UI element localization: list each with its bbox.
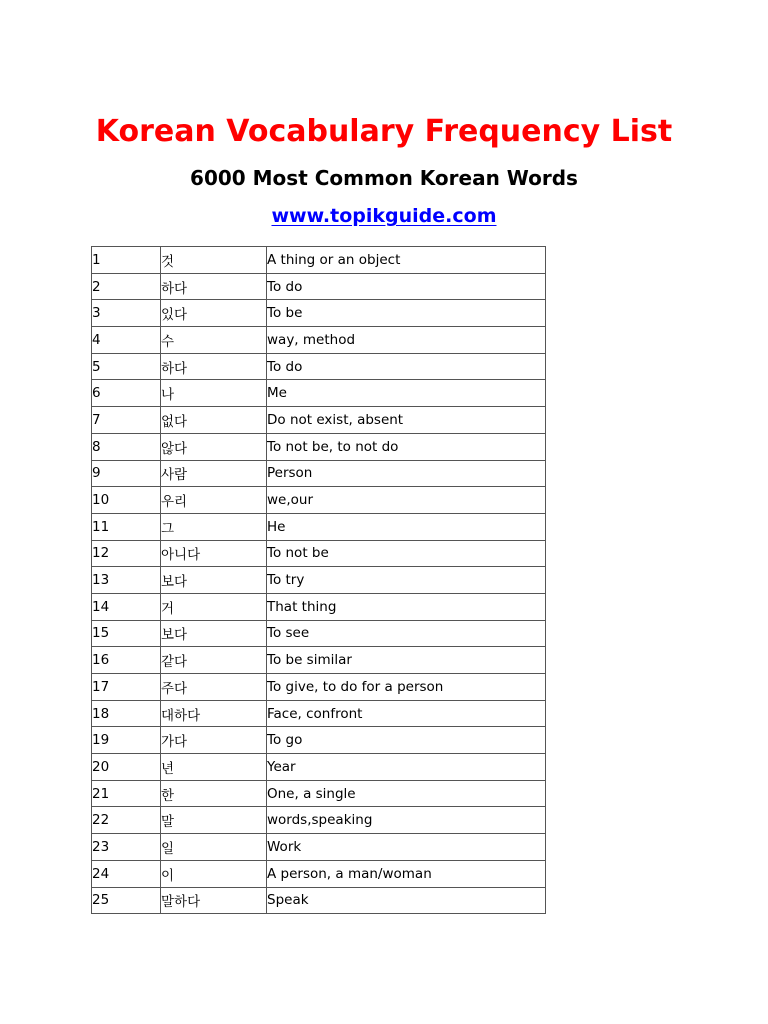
rank-number: 4 <box>92 327 161 354</box>
table-row <box>92 327 546 354</box>
rank-number: 11 <box>92 513 161 540</box>
table-row <box>92 620 546 647</box>
english-meaning: That thing <box>267 593 546 620</box>
korean-word: 있다 <box>161 300 267 327</box>
korean-word: 주다 <box>161 674 267 701</box>
rank-number: 22 <box>92 807 161 834</box>
rank-number: 23 <box>92 834 161 861</box>
english-meaning: we,our <box>267 487 546 514</box>
rank-number: 6 <box>92 380 161 407</box>
korean-word: 사람 <box>161 460 267 487</box>
rank-number: 17 <box>92 674 161 701</box>
page-title: Korean Vocabulary Frequency List <box>95 114 673 149</box>
korean-word: 보다 <box>161 567 267 594</box>
rank-number: 25 <box>92 887 161 914</box>
english-meaning: A thing or an object <box>267 247 546 274</box>
table-row <box>92 460 546 487</box>
english-meaning: To be similar <box>267 647 546 674</box>
table-row <box>92 674 546 701</box>
korean-word: 것 <box>161 247 267 274</box>
website-link-container <box>0 202 768 230</box>
english-meaning: He <box>267 513 546 540</box>
rank-number: 15 <box>92 620 161 647</box>
page-subtitle: 6000 Most Common Korean Words <box>190 166 578 190</box>
table-row <box>92 247 546 274</box>
table-row <box>92 353 546 380</box>
table-row <box>92 487 546 514</box>
english-meaning: Do not exist, absent <box>267 407 546 434</box>
rank-number: 1 <box>92 247 161 274</box>
korean-word: 말 <box>161 807 267 834</box>
vocabulary-table <box>91 246 546 914</box>
english-meaning: Year <box>267 754 546 781</box>
rank-number: 9 <box>92 460 161 487</box>
korean-word: 같다 <box>161 647 267 674</box>
rank-number: 16 <box>92 647 161 674</box>
english-meaning: way, method <box>267 327 546 354</box>
table-row <box>92 807 546 834</box>
english-meaning: Work <box>267 834 546 861</box>
rank-number: 7 <box>92 407 161 434</box>
rank-number: 8 <box>92 433 161 460</box>
korean-word: 나 <box>161 380 267 407</box>
table-row <box>92 433 546 460</box>
english-meaning: Face, confront <box>267 700 546 727</box>
korean-word: 하다 <box>161 353 267 380</box>
table-row <box>92 887 546 914</box>
rank-number: 20 <box>92 754 161 781</box>
table-row <box>92 727 546 754</box>
korean-word: 이 <box>161 860 267 887</box>
korean-word: 대하다 <box>161 700 267 727</box>
korean-word: 일 <box>161 834 267 861</box>
table-row <box>92 380 546 407</box>
rank-number: 2 <box>92 273 161 300</box>
korean-word: 가다 <box>161 727 267 754</box>
rank-number: 12 <box>92 540 161 567</box>
rank-number: 13 <box>92 567 161 594</box>
english-meaning: Me <box>267 380 546 407</box>
english-meaning: One, a single <box>267 780 546 807</box>
korean-word: 우리 <box>161 487 267 514</box>
korean-word: 하다 <box>161 273 267 300</box>
english-meaning: To do <box>267 273 546 300</box>
table-row <box>92 700 546 727</box>
korean-word: 없다 <box>161 407 267 434</box>
korean-word: 한 <box>161 780 267 807</box>
english-meaning: Speak <box>267 887 546 914</box>
table-row <box>92 540 546 567</box>
english-meaning: To go <box>267 727 546 754</box>
table-row <box>92 407 546 434</box>
english-meaning: To do <box>267 353 546 380</box>
table-row <box>92 593 546 620</box>
rank-number: 14 <box>92 593 161 620</box>
english-meaning: To be <box>267 300 546 327</box>
website-link[interactable]: www.topikguide.com <box>271 205 497 227</box>
vocabulary-table-body <box>92 247 546 914</box>
rank-number: 3 <box>92 300 161 327</box>
korean-word: 않다 <box>161 433 267 460</box>
rank-number: 18 <box>92 700 161 727</box>
table-row <box>92 834 546 861</box>
table-row <box>92 513 546 540</box>
korean-word: 아니다 <box>161 540 267 567</box>
rank-number: 5 <box>92 353 161 380</box>
rank-number: 24 <box>92 860 161 887</box>
english-meaning: To not be <box>267 540 546 567</box>
korean-word: 말하다 <box>161 887 267 914</box>
rank-number: 21 <box>92 780 161 807</box>
english-meaning: To try <box>267 567 546 594</box>
korean-word: 보다 <box>161 620 267 647</box>
table-row <box>92 860 546 887</box>
english-meaning: Person <box>267 460 546 487</box>
english-meaning: To not be, to not do <box>267 433 546 460</box>
korean-word: 그 <box>161 513 267 540</box>
english-meaning: To give, to do for a person <box>267 674 546 701</box>
table-row <box>92 754 546 781</box>
table-row <box>92 647 546 674</box>
rank-number: 10 <box>92 487 161 514</box>
korean-word: 수 <box>161 327 267 354</box>
english-meaning: words,speaking <box>267 807 546 834</box>
english-meaning: A person, a man/woman <box>267 860 546 887</box>
english-meaning: To see <box>267 620 546 647</box>
korean-word: 년 <box>161 754 267 781</box>
table-row <box>92 273 546 300</box>
korean-word: 거 <box>161 593 267 620</box>
table-row <box>92 300 546 327</box>
table-row <box>92 780 546 807</box>
rank-number: 19 <box>92 727 161 754</box>
table-row <box>92 567 546 594</box>
